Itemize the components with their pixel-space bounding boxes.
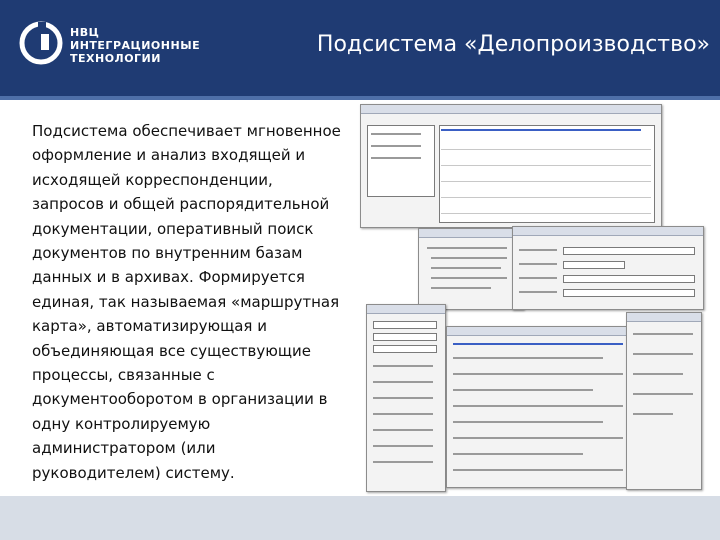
form-line <box>373 445 433 447</box>
logo-line: ТЕХНОЛОГИИ <box>70 52 161 65</box>
screenshot-side-panel <box>626 312 702 490</box>
window-titlebar <box>447 327 637 336</box>
description-line: оформление и анализ входящей и <box>32 146 306 165</box>
table-row <box>441 213 651 214</box>
panel-line <box>633 413 673 415</box>
panel-line <box>371 145 421 147</box>
form-label <box>519 291 557 293</box>
route-line <box>453 437 623 439</box>
table-row <box>441 181 651 182</box>
form-field <box>563 275 695 283</box>
route-line <box>453 357 603 359</box>
form-line <box>373 429 433 431</box>
description-line: единая, так называемая «маршрутная <box>32 292 340 311</box>
form-field <box>373 321 437 329</box>
header-accent-band <box>0 96 720 100</box>
company-logo <box>18 20 238 76</box>
tree-line <box>431 257 507 259</box>
form-line <box>373 365 433 367</box>
form-label <box>519 249 557 251</box>
panel-line <box>633 373 683 375</box>
form-field <box>563 289 695 297</box>
panel-line <box>633 393 693 395</box>
route-line <box>453 469 623 471</box>
panel-line <box>633 353 693 355</box>
search-panel <box>367 125 435 197</box>
logo-mark-icon <box>18 20 64 66</box>
description-text <box>32 119 352 485</box>
table-row <box>441 165 651 166</box>
route-line <box>453 389 593 391</box>
description-line: исходящей корреспонденции, <box>32 170 273 189</box>
description-line: Подсистема обеспечивает мгновенное <box>32 122 341 140</box>
form-line <box>373 461 433 463</box>
tree-line <box>431 277 507 279</box>
screenshot-registration-form <box>366 304 446 492</box>
screenshot-search-results <box>360 104 662 228</box>
screenshot-route-card <box>446 326 638 488</box>
table-row <box>441 197 651 198</box>
logo-line: НВЦ <box>70 26 100 39</box>
table-header <box>441 129 641 131</box>
tree-line <box>431 287 491 289</box>
logo-line: ИНТЕГРАЦИОННЫЕ <box>70 39 201 52</box>
description-line: одну контролируемую <box>32 414 211 433</box>
form-label <box>519 263 557 265</box>
description-line: документов по внутренним базам <box>32 244 303 263</box>
description-line: данных и в архивах. Формируется <box>32 268 305 287</box>
form-field <box>563 247 695 255</box>
window-titlebar <box>627 313 701 322</box>
tree-line <box>431 267 501 269</box>
route-line <box>453 373 623 375</box>
panel-line <box>371 157 421 159</box>
panel-line <box>371 133 421 135</box>
description-line: документации, оперативный поиск <box>32 219 314 238</box>
logo-text <box>70 26 200 65</box>
form-field <box>373 345 437 353</box>
table-row <box>441 149 651 150</box>
form-field <box>563 261 625 269</box>
window-titlebar <box>361 105 661 114</box>
window-titlebar <box>419 229 523 238</box>
window-titlebar <box>367 305 445 314</box>
description-line: руководителем) систему. <box>32 463 235 482</box>
description-line: администратором (или <box>32 439 216 458</box>
form-line <box>373 413 433 415</box>
panel-line <box>633 333 693 335</box>
form-label <box>519 277 557 279</box>
window-titlebar <box>513 227 703 236</box>
screenshot-document-tree <box>418 228 524 310</box>
tree-line <box>427 247 507 249</box>
route-header <box>453 343 623 345</box>
form-line <box>373 397 433 399</box>
screenshot-card-form <box>512 226 704 310</box>
description-line: документооборотом в организации в <box>32 390 328 409</box>
slide-title: Подсистема «Делопроизводство» <box>316 32 710 57</box>
description-line: карта», автоматизирующая и <box>32 317 267 336</box>
route-line <box>453 453 583 455</box>
form-line <box>373 381 433 383</box>
route-line <box>453 405 623 407</box>
form-field <box>373 333 437 341</box>
footer-bar <box>0 496 720 540</box>
description-line: запросов и общей распорядительной <box>32 195 330 214</box>
description-line: процессы, связанные с <box>32 366 215 385</box>
route-line <box>453 421 603 423</box>
results-table <box>439 125 655 223</box>
description-line: объединяющая все существующие <box>32 341 311 360</box>
